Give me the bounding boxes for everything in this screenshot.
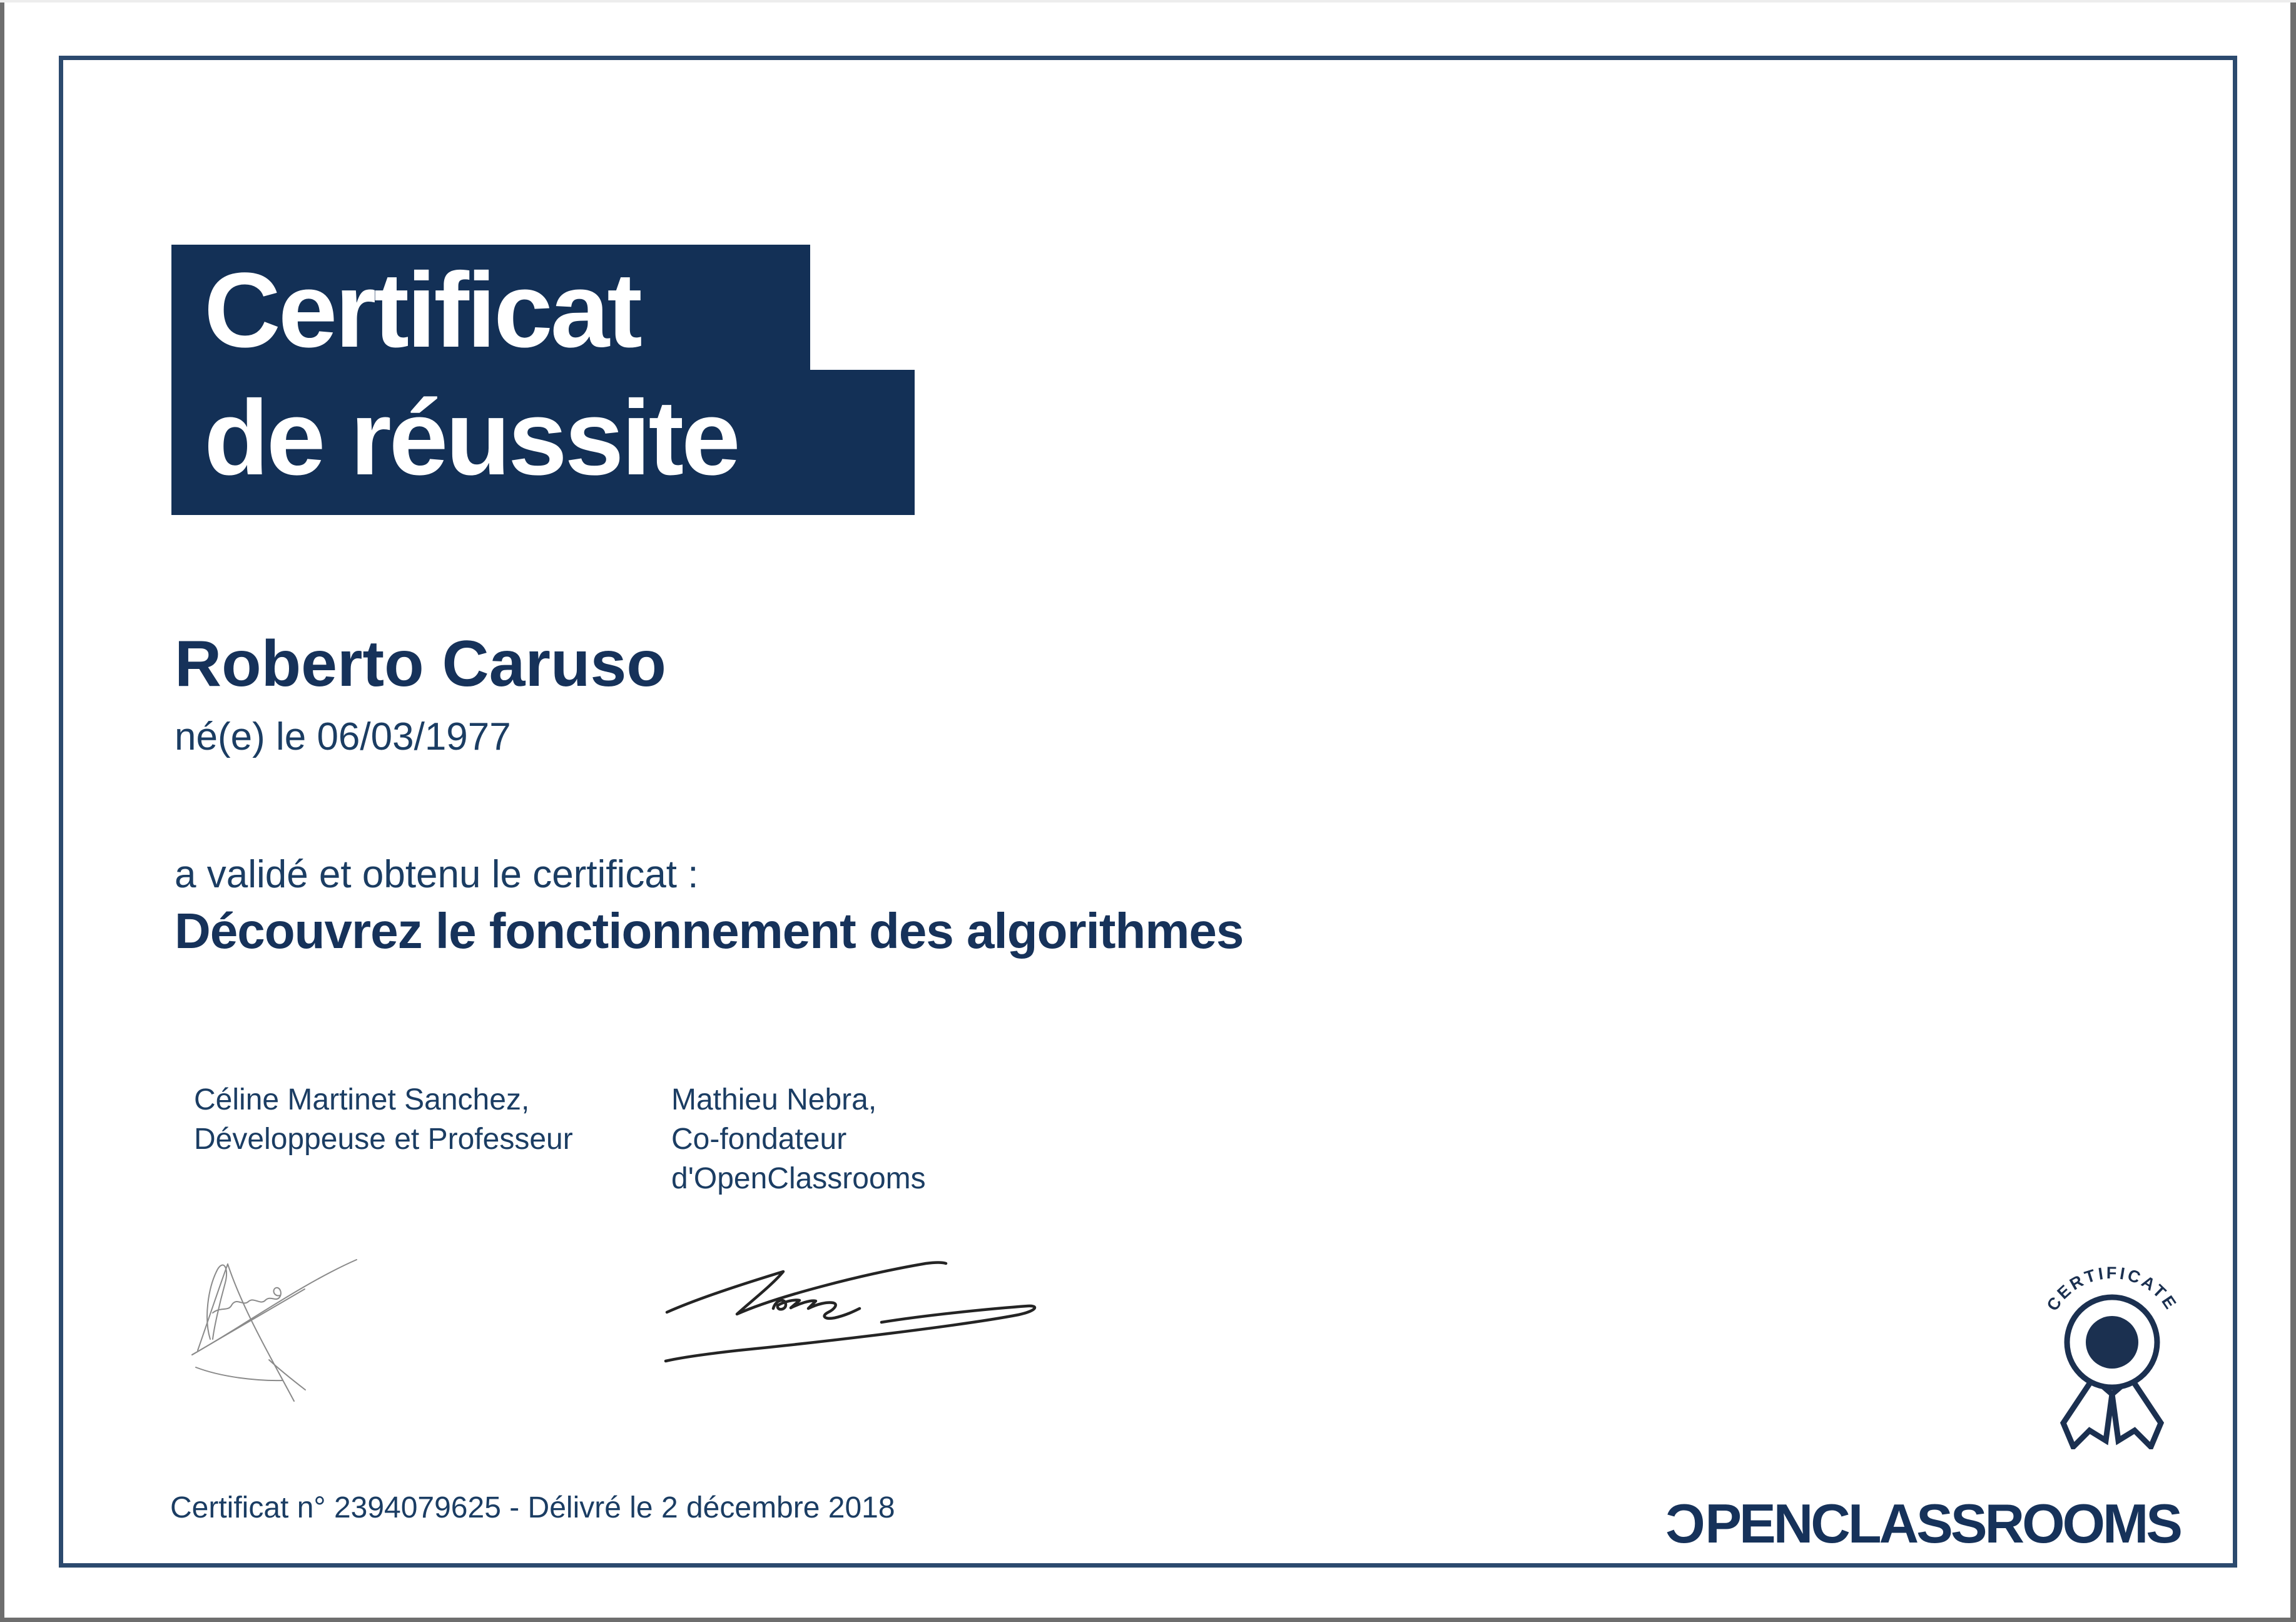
signer-celine <box>194 1080 573 1159</box>
openclassrooms-logo <box>1668 1492 2180 1556</box>
signature-mathieu <box>651 1244 1064 1382</box>
signature-celine <box>169 1244 375 1426</box>
signer-role: Développeuse et Professeur <box>194 1123 573 1156</box>
certificate-title-line2: de réussite <box>171 370 915 515</box>
signer-role: Co-fondateur <box>671 1123 847 1156</box>
validation-intro: a validé et obtenu le certificat : <box>175 853 699 896</box>
recipient-birthdate: né(e) le 06/03/1977 <box>175 715 511 758</box>
signer-mathieu <box>671 1080 926 1198</box>
badge-arc-text: CERTIFICATE <box>2043 1263 2182 1315</box>
badge-inner-dot <box>2086 1316 2138 1369</box>
signer-role: d'OpenClassrooms <box>671 1162 926 1195</box>
certificate-page <box>4 3 2290 1618</box>
signer-name: Céline Martinet Sanchez, <box>194 1083 530 1116</box>
certificate-title-line1: Certificat <box>171 245 810 370</box>
signer-name: Mathieu Nebra, <box>671 1083 877 1116</box>
certificate-number-line: Certificat n° 2394079625 - Délivré le 2 décembre 2018 <box>170 1491 895 1524</box>
openclassrooms-logo-mark: C <box>1667 1492 1705 1554</box>
course-title: Découvrez le fonctionnement des algorithmes <box>175 903 1244 959</box>
recipient-name: Roberto Caruso <box>175 628 666 700</box>
openclassrooms-logo-text: PENCLASSROOMS <box>1705 1492 2180 1554</box>
certificate-badge-icon <box>2038 1255 2182 1449</box>
